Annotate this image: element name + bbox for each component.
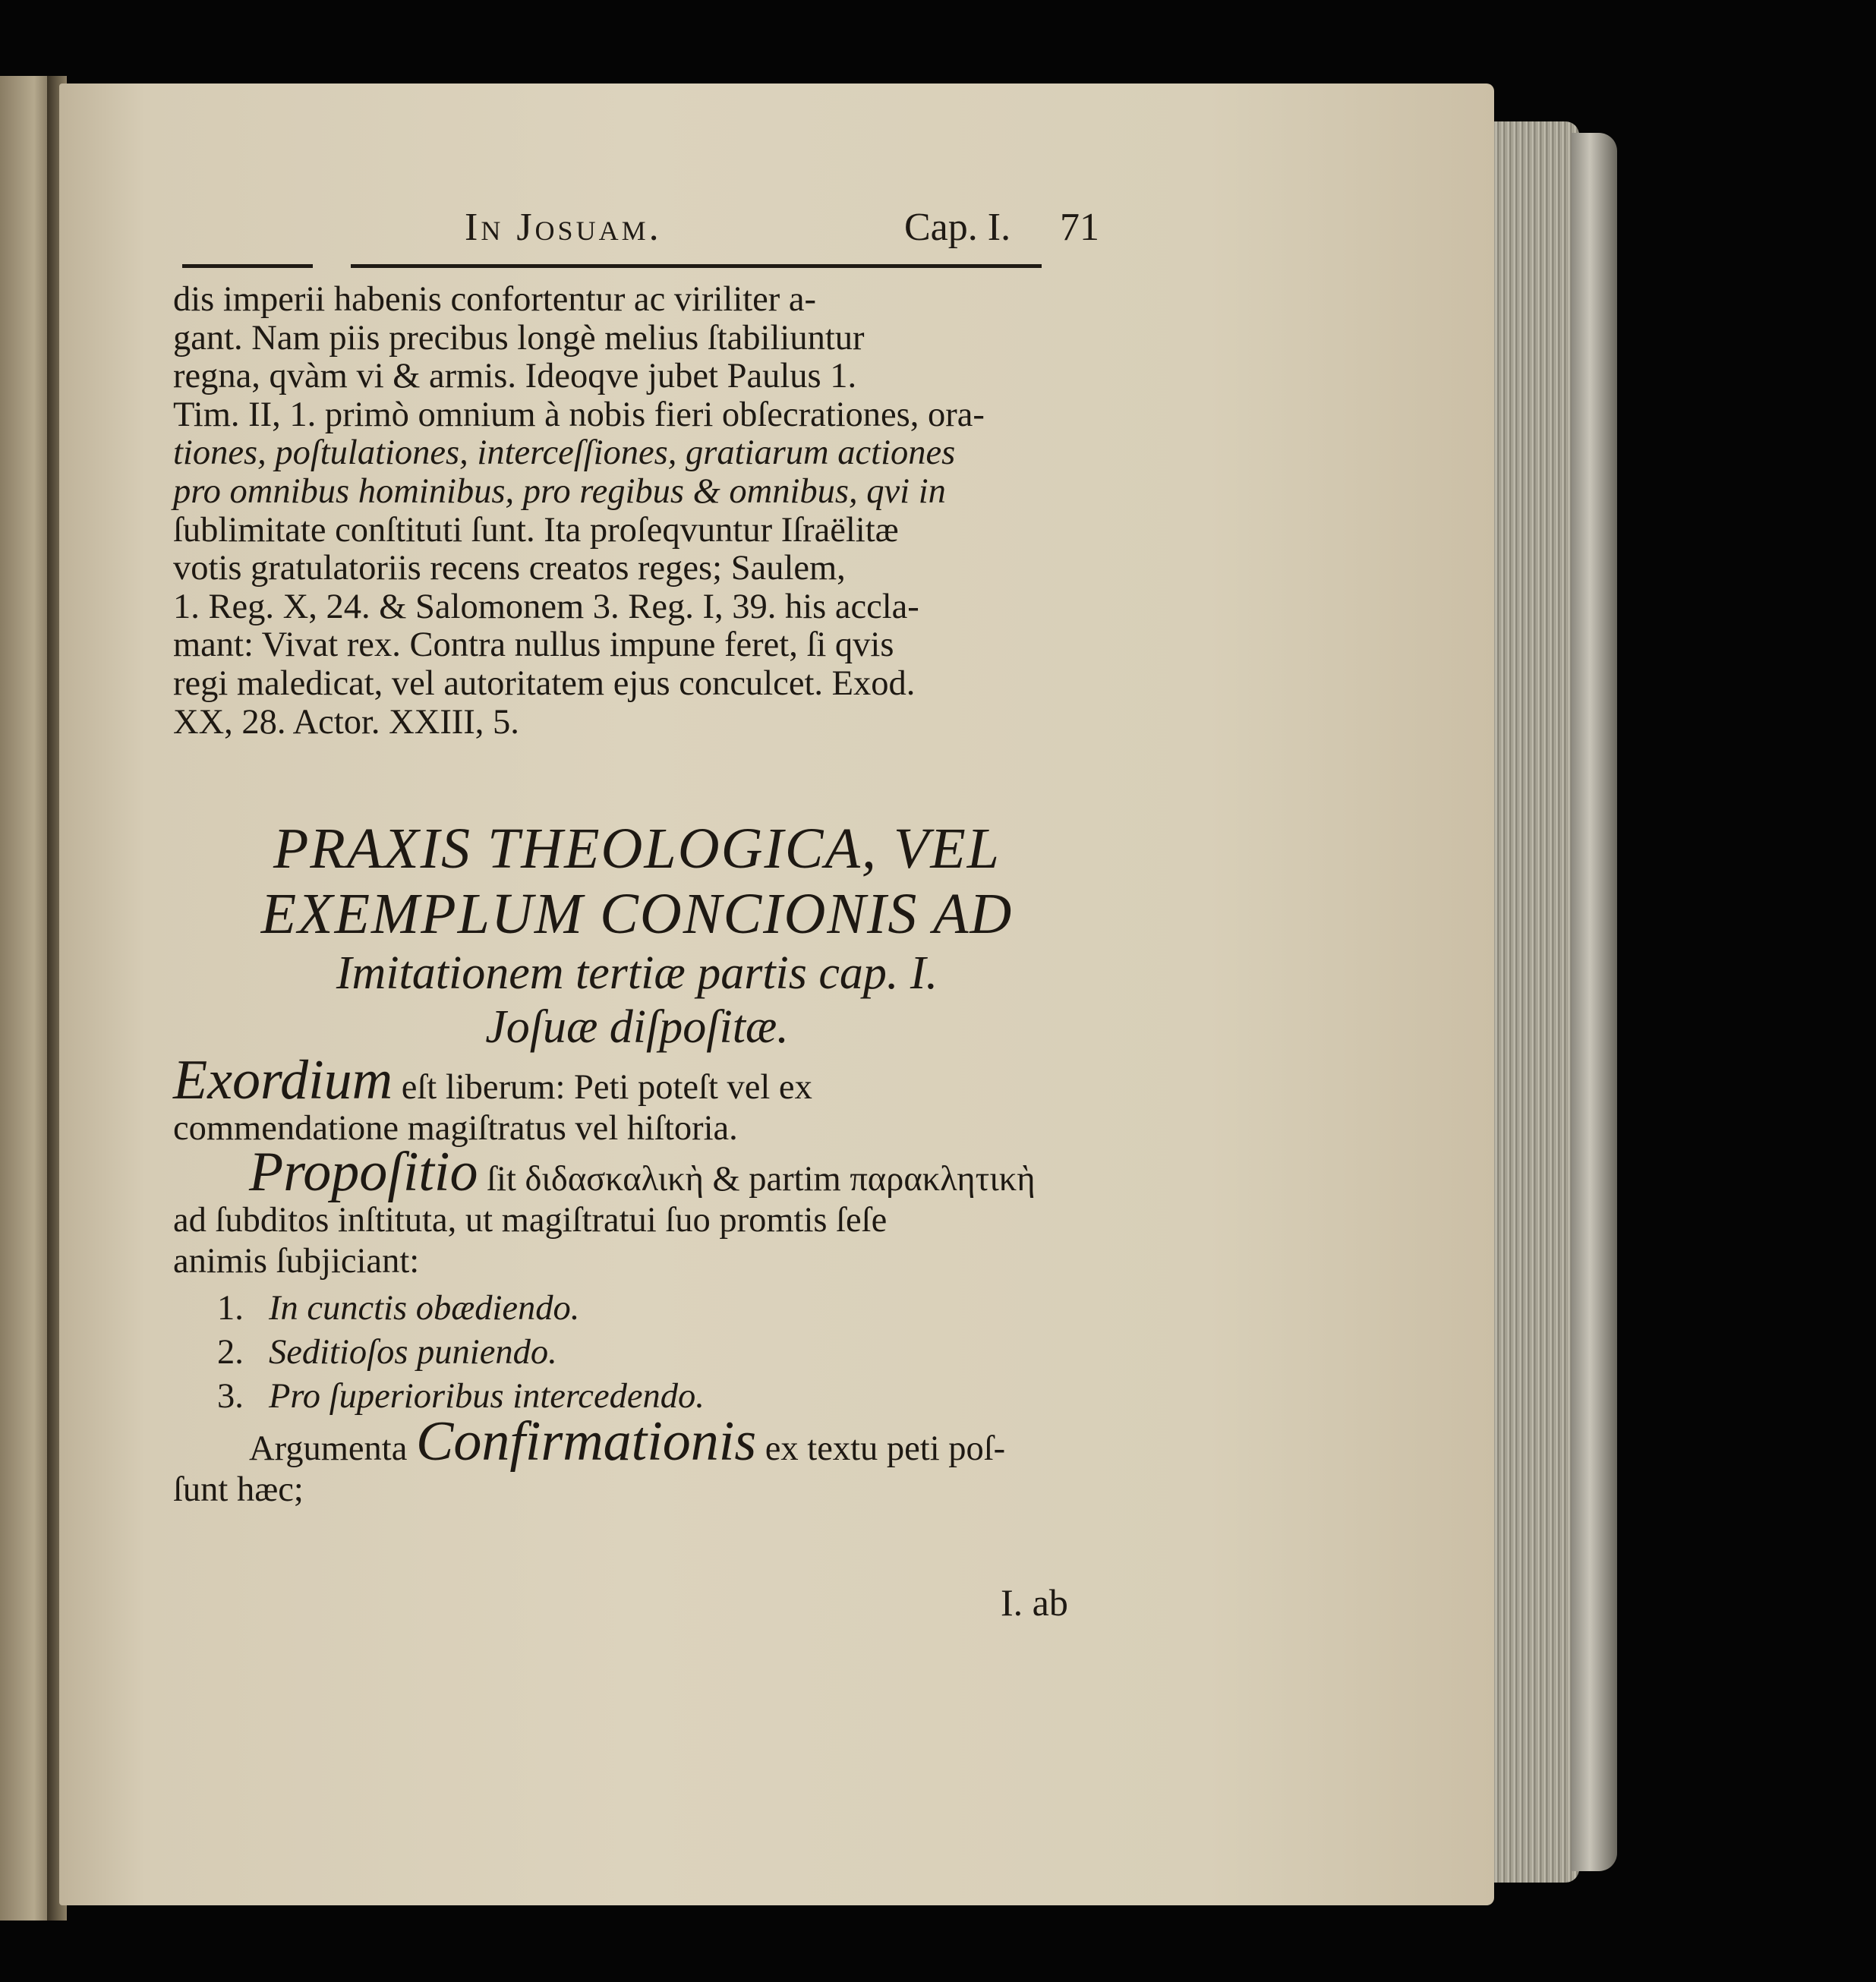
chapter-label: Cap. I. [904, 206, 1011, 249]
text-line: dis imperii habenis confortentur ac viriliter a- [173, 280, 817, 319]
section-heading [173, 816, 1101, 1054]
item-number: 2. [217, 1333, 244, 1372]
argumenta-line-2: ſunt hæc; [173, 1470, 304, 1509]
propositio-word: Propoſitio [249, 1141, 478, 1203]
propositio-points [173, 1287, 1101, 1419]
header-rule-long [351, 264, 1042, 268]
text-line: mant: Vivat rex. Contra nullus impune feret, ſi qvis [173, 625, 894, 665]
text-line: votis gratulatoriis recens creatos reges; Saulem, [173, 549, 846, 588]
argumenta-start: Argumenta [249, 1429, 416, 1468]
text-line: Tim. II, 1. primò omnium à nobis fieri obſecrationes, ora- [173, 395, 985, 434]
text-line: regna, qvàm vi & armis. Ideoqve jubet Paulus 1. [173, 357, 857, 396]
running-title: In Josuam. [465, 206, 662, 249]
item-number: 1. [217, 1289, 244, 1328]
heading-line-4: Joſuæ diſpoſitæ. [485, 1001, 789, 1053]
heading-line-1: PRAXIS THEOLOGICA, VEL [273, 817, 1001, 881]
text-line: gant. Nam piis precibus longè melius ſtabiliuntur [173, 318, 865, 358]
text-line: XX, 28. Actor. XXIII, 5. [173, 702, 519, 742]
header-rule-short [182, 264, 313, 268]
text-line: pro omnibus hominibus, pro regibus & omnibus, qvi in [173, 471, 946, 511]
exordium-line [173, 1049, 1101, 1111]
exordium-text: eſt liberum: Peti poteſt vel ex [393, 1068, 812, 1107]
exordium-line-2: commendatione magiſtratus vel hiſtoria. [173, 1109, 738, 1148]
item-text: Pro ſuperioribus intercedendo. [269, 1377, 705, 1416]
exordium-word: Exordium [173, 1049, 393, 1111]
confirmationis-word: Confirmationis [415, 1410, 757, 1473]
propositio-text: ſit διδασκαλικὴ & partim παρακλητικὴ [478, 1160, 1036, 1199]
text-line: regi maledicat, vel autoritatem ejus conculcet. Exod. [173, 663, 916, 703]
propositio-line-2: ad ſubditos inſtituta, ut magiſtratui ſuo promtis ſeſe [173, 1201, 888, 1240]
page-number: 71 [1060, 206, 1099, 249]
argumenta-line [173, 1410, 1101, 1473]
propositio-line [173, 1141, 1101, 1203]
item-text: Seditioſos puniendo. [269, 1333, 557, 1372]
body-text [173, 281, 1101, 742]
text-line: ſublimitate conſtituti ſunt. Ita proſeqvuntur Iſraëlitæ [173, 510, 899, 550]
item-number: 3. [217, 1377, 244, 1416]
book-cover-edge [1572, 133, 1617, 1871]
list-item [173, 1331, 1101, 1375]
heading-line-3: Imitationem tertiæ partis cap. I. [336, 947, 938, 999]
argumenta-text: ex textu peti poſ- [756, 1429, 1006, 1468]
propositio-line-3: animis ſubjiciant: [173, 1242, 420, 1281]
text-line: 1. Reg. X, 24. & Salomonem 3. Reg. I, 39. his accla- [173, 587, 919, 626]
catchword: I. ab [1001, 1581, 1068, 1624]
sermon-outline [173, 1049, 1101, 1511]
heading-line-2: EXEMPLUM CONCIONIS AD [260, 882, 1014, 946]
item-text: In cunctis obædiendo. [269, 1289, 580, 1328]
text-line: tiones, poſtulationes, interceſſiones, gratiarum actiones [173, 433, 956, 473]
running-header [179, 199, 1098, 260]
page-stack-edge [1488, 121, 1579, 1883]
list-item [173, 1287, 1101, 1331]
